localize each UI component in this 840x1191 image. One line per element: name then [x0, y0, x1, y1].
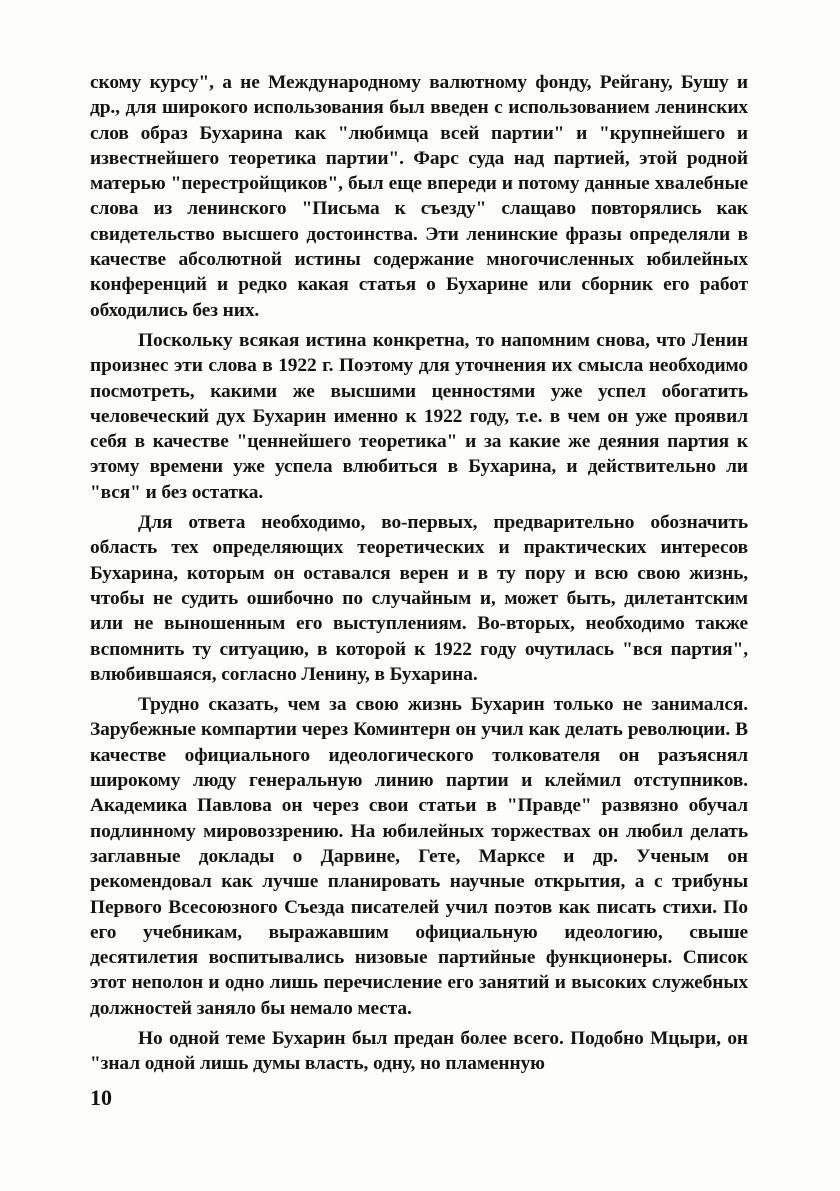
page-number: 10 [90, 1085, 112, 1110]
paragraph-3: Для ответа необходимо, во-первых, предварительно обозначить область тех определяющих теоретических и практических интересов Бухарина, которым он оставался верен и в ту пору и всю свою жизнь, чтобы не судить ошибочно по случайным и, может быть, дилетантским или не выношенным его выступлениям. Во-вторых, необходимо также вспомнить ту ситуацию, в которой к 1922 году очутилась "вся партия", влюбившаяся, согласно Ленину, в Бухарина. [90, 512, 748, 685]
paragraph-2: Поскольку всякая истина конкретна, то напомним снова, что Ленин произнес эти слова в 1922 г. Поэтому для уточнения их смысла необходимо посмотреть, какими же высшими ценностями уже успел обогатить человеческий дух Бухарин именно к 1922 году, т.е. в чем он уже проявил себя в качестве "ценнейшего теоретика" и за какие же деяния партия к этому времени уже успела влюбиться в Бухарина, и действительно ли "вся" и без остатка. [90, 329, 748, 503]
body-text [90, 70, 748, 1077]
paragraph-1: скому курсу", а не Международному валютному фонду, Рейгану, Бушу и др., для широкого использования был введен с использованием ленинских слов образ Бухарина как "любимца всей партии" и "крупнейшего и известнейшего теоретика партии". Фарс суда над партией, этой родной матерью "перестройщиков", был еще впереди и потому данные хвалебные слова из ленинского "Письма к съезду" слащаво повторялись как свидетельство высшего достоинства. Эти ленинские фразы определяли в качестве абсолютной истины содержание многочисленных юбилейных конференций и редко какая статья о Бухарине или сборник его работ обходились без них. [90, 72, 748, 321]
paragraph-5: Но одной теме Бухарин был предан более всего. Подобно Мцыри, он "знал одной лишь думы власть, одну, но пламенную [90, 1027, 748, 1075]
paragraph-4: Трудно сказать, чем за свою жизнь Бухарин только не занимался. Зарубежные компартии через Коминтерн он учил как делать революции. В качестве официального идеологического толкователя он разъяснял широкому люду генеральную линию партии и клеймил отступников. Академика Павлова он через свои статьи в "Правде" развязно обучал подлинному мировоззрению. На юбилейных торжествах он любил делать заглавные доклады о Дарвине, Гете, Марксе и др. Ученым он рекомендовал как лучше планировать научные открытия, а с трибуны Первого Всесоюзного Съезда писателей учил поэтов как писать стихи. По его учебникам, выражавшим официальную идеологию, свыше десятилетия воспитывались низовые партийные функционеры. Список этот неполон и одно лишь перечисление его занятий и высоких служебных должностей заняло бы немало места. [90, 694, 748, 1019]
